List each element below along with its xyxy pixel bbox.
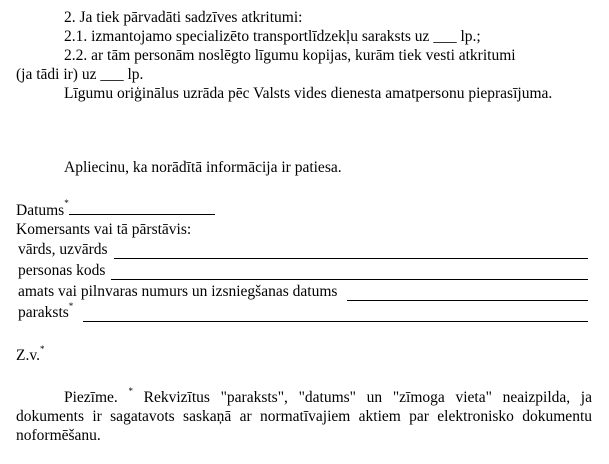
position-authorization-input-line[interactable] [347, 286, 588, 301]
signatory-heading [16, 220, 191, 239]
item-2-2-page-count-blank[interactable]: ___ [100, 66, 124, 83]
item-2-2-line2 [16, 65, 143, 84]
item-2-1-text: 2.1. izmantojamo specializēto transportlīdzekļu saraksts uz [64, 28, 434, 45]
signature-label-wrap [18, 303, 73, 322]
item-2-1-page-count-blank[interactable]: ___ [433, 28, 457, 45]
name-surname-field [18, 240, 588, 259]
personal-code-field [18, 261, 588, 280]
date-field [16, 200, 215, 219]
personal-code-label: personas kods [18, 262, 106, 279]
originals-note: Līgumu oriģinālus uzrāda pēc Valsts vides dienesta amatpersonu pieprasījuma. [64, 85, 553, 102]
footnote-mark: * [128, 386, 133, 396]
footnote-prefix: Piezīme. [64, 389, 129, 406]
certification-text: Apliecinu, ka norādītā informācija ir patiesa. [64, 159, 342, 176]
name-surname-input-line[interactable] [114, 244, 588, 259]
position-authorization-field [18, 282, 588, 301]
signature-footnote-mark: * [68, 301, 74, 311]
section-2-heading [64, 8, 302, 27]
signature-field [18, 303, 588, 322]
date-input-line[interactable] [69, 200, 215, 215]
date-footnote-mark: * [64, 198, 69, 208]
item-2-2-line1 [64, 46, 516, 65]
seal-place [16, 346, 44, 365]
date-label: Datums [16, 202, 65, 219]
item-2-2-line1-text: 2.2. ar tām personām noslēgto līgumu kopijas, kurām tiek vesti atkritumi [64, 47, 516, 64]
item-2-1-suffix: lp.; [456, 28, 481, 45]
footnote-text: Rekvizītus "paraksts", "datums" un "zīmoga vieta" neaizpilda, ja dokuments ir sagatavots saskaņā ar normatīvajiem aktiem par elektronisko dokumentu noformēšanu. [16, 389, 592, 444]
personal-code-input-line[interactable] [111, 265, 588, 280]
signature-input-line[interactable] [83, 307, 588, 322]
seal-footnote-mark: * [39, 344, 45, 354]
item-2-2-suffix: lp. [123, 66, 144, 83]
signature-label: paraksts [18, 304, 69, 321]
position-authorization-label: amats vai pilnvaras numurs un izsniegšanas datums [18, 283, 338, 300]
certification-statement [64, 158, 342, 177]
item-2-1 [64, 27, 481, 46]
footnote-paragraph [16, 388, 592, 445]
signatory-heading-text: Komersants vai tā pārstāvis: [16, 221, 192, 238]
section-2-heading-text: 2. Ja tiek pārvadāti sadzīves atkritumi: [64, 9, 303, 26]
name-surname-label: vārds, uzvārds [18, 241, 108, 258]
item-2-2-line2-prefix: (ja tādi ir) uz [16, 66, 101, 83]
seal-label: Z.v. [16, 347, 40, 364]
